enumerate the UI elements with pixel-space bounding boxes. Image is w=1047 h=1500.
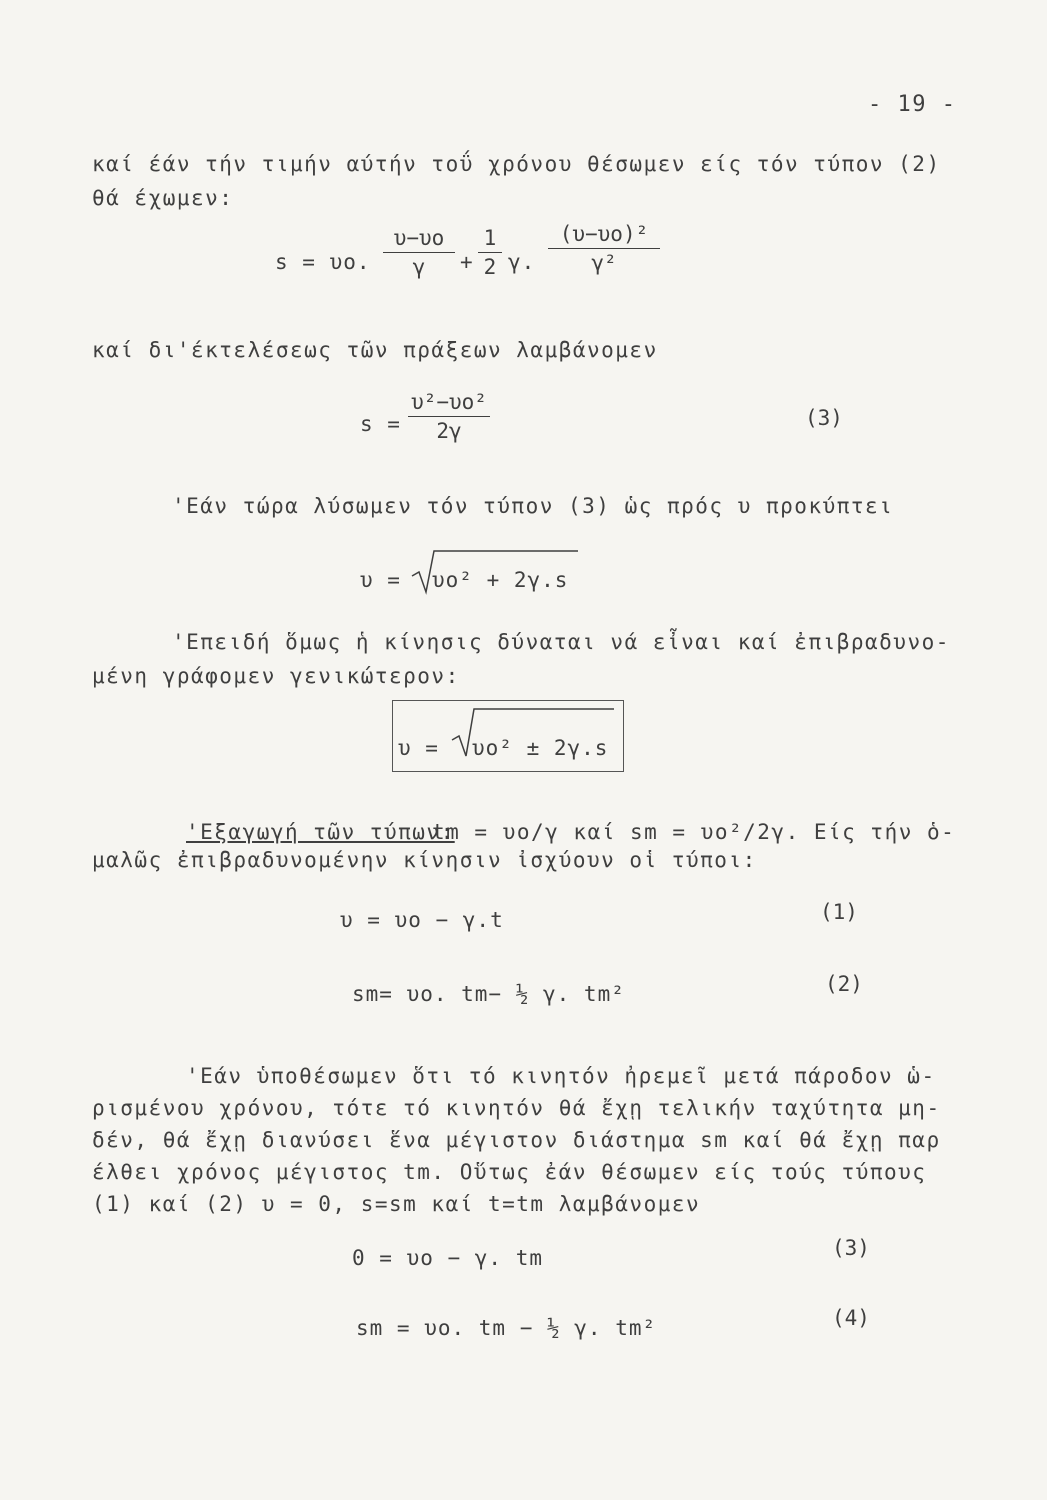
text-line-4: 'Εάν τώρα λύσωμεν τόν τύπον (3) ὡς πρός υ προκύπτει <box>172 494 894 518</box>
text-line-9: 'Εάν ὑποθέσωμεν ὅτι τό κινητόν ἠρεμεῖ μετά πάροδον ὡ- <box>186 1064 936 1088</box>
text-line-13: (1) καί (2) υ = 0, s=sm καί t=tm λαμβάνομεν <box>92 1192 701 1216</box>
fraction-bar <box>408 416 490 417</box>
fraction-3-numerator: (υ−υo)² <box>559 222 649 246</box>
equation-a-fraction-2 <box>478 226 502 279</box>
text-line-1: καί έάν τήν τιμήν αύτήν τοΰ χρόνου θέσωμεν είς τόν τύπον (2) <box>92 152 941 176</box>
equation-c-lhs: υ = <box>360 568 401 592</box>
fraction-3-denominator: γ² <box>591 251 617 275</box>
fraction-1-denominator: γ <box>412 255 426 279</box>
equation-1: υ = υo − γ.t <box>340 908 504 932</box>
equation-3-number: (3) <box>832 1236 870 1260</box>
section-heading: 'Εξαγωγή τῶν τύπων: <box>186 820 455 844</box>
equation-b-numerator: υ²−υo² <box>411 390 487 414</box>
fraction-2-denominator: 2 <box>483 255 497 279</box>
page-number: - 19 - <box>868 92 957 117</box>
fraction-2-numerator: 1 <box>483 226 497 250</box>
equation-3: 0 = υo − γ. tm <box>352 1246 544 1270</box>
equation-2: sm= υo. tm− ½ γ. tm² <box>352 982 625 1006</box>
text-line-3: καί δι'έκτελέσεως τῶν πράξεων λαμβάνομεν <box>92 338 658 362</box>
text-line-12: έλθει χρόνος μέγιστος tm. Οὕτως ἐάν θέσωμεν είς τούς τύπους <box>92 1160 927 1184</box>
fraction-bar <box>383 252 455 253</box>
fraction-1-numerator: υ−υo <box>393 226 445 250</box>
fraction-bar <box>548 248 660 249</box>
equation-a-plus: + <box>460 250 474 274</box>
equation-a-fraction-1 <box>383 226 455 279</box>
equation-a-fraction-3 <box>548 222 660 275</box>
text-line-5: 'Επειδή ὅμως ἡ κίνησις δύναται νά εἶναι καί ἐπιβραδυνο- <box>172 630 950 654</box>
text-line-6: μένη γράφομεν γενικώτερον: <box>92 664 460 688</box>
text-line-7: tm = υo/γ καί sm = υo²/2γ. Είς τήν ὁ- <box>432 820 956 844</box>
equation-b-denominator: 2γ <box>436 419 462 443</box>
text-line-2: θά έχωμεν: <box>92 186 234 210</box>
equation-a-gamma: γ. <box>508 250 536 274</box>
equation-c-radicand: υo² + 2γ.s <box>432 568 569 592</box>
equation-b-number: (3) <box>805 406 843 430</box>
equation-a-lhs: s = υo. <box>275 250 371 274</box>
text-line-11: δέν, θά ἔχῃ διανύσει ἕνα μέγιστον διάστημα sm καί θά ἔχῃ παρ <box>92 1128 941 1152</box>
equation-d-radicand: υo² ± 2γ.s <box>472 736 609 760</box>
equation-b-lhs: s = <box>360 412 401 436</box>
equation-b-fraction <box>408 390 490 443</box>
equation-d-lhs: υ = <box>398 736 439 760</box>
equation-1-number: (1) <box>820 900 858 924</box>
text-line-8: μαλῶς ἐπιβραδυνομένην κίνησιν ἰσχύουν οἱ τύποι: <box>92 848 757 872</box>
equation-2-number: (2) <box>825 972 863 996</box>
equation-4-number: (4) <box>832 1306 870 1330</box>
fraction-bar <box>478 252 502 253</box>
equation-4: sm = υo. tm − ½ γ. tm² <box>356 1316 657 1340</box>
text-line-10: ρισμένου χρόνου, τότε τό κινητόν θά ἔχῃ τελικήν ταχύτητα μη- <box>92 1096 941 1120</box>
